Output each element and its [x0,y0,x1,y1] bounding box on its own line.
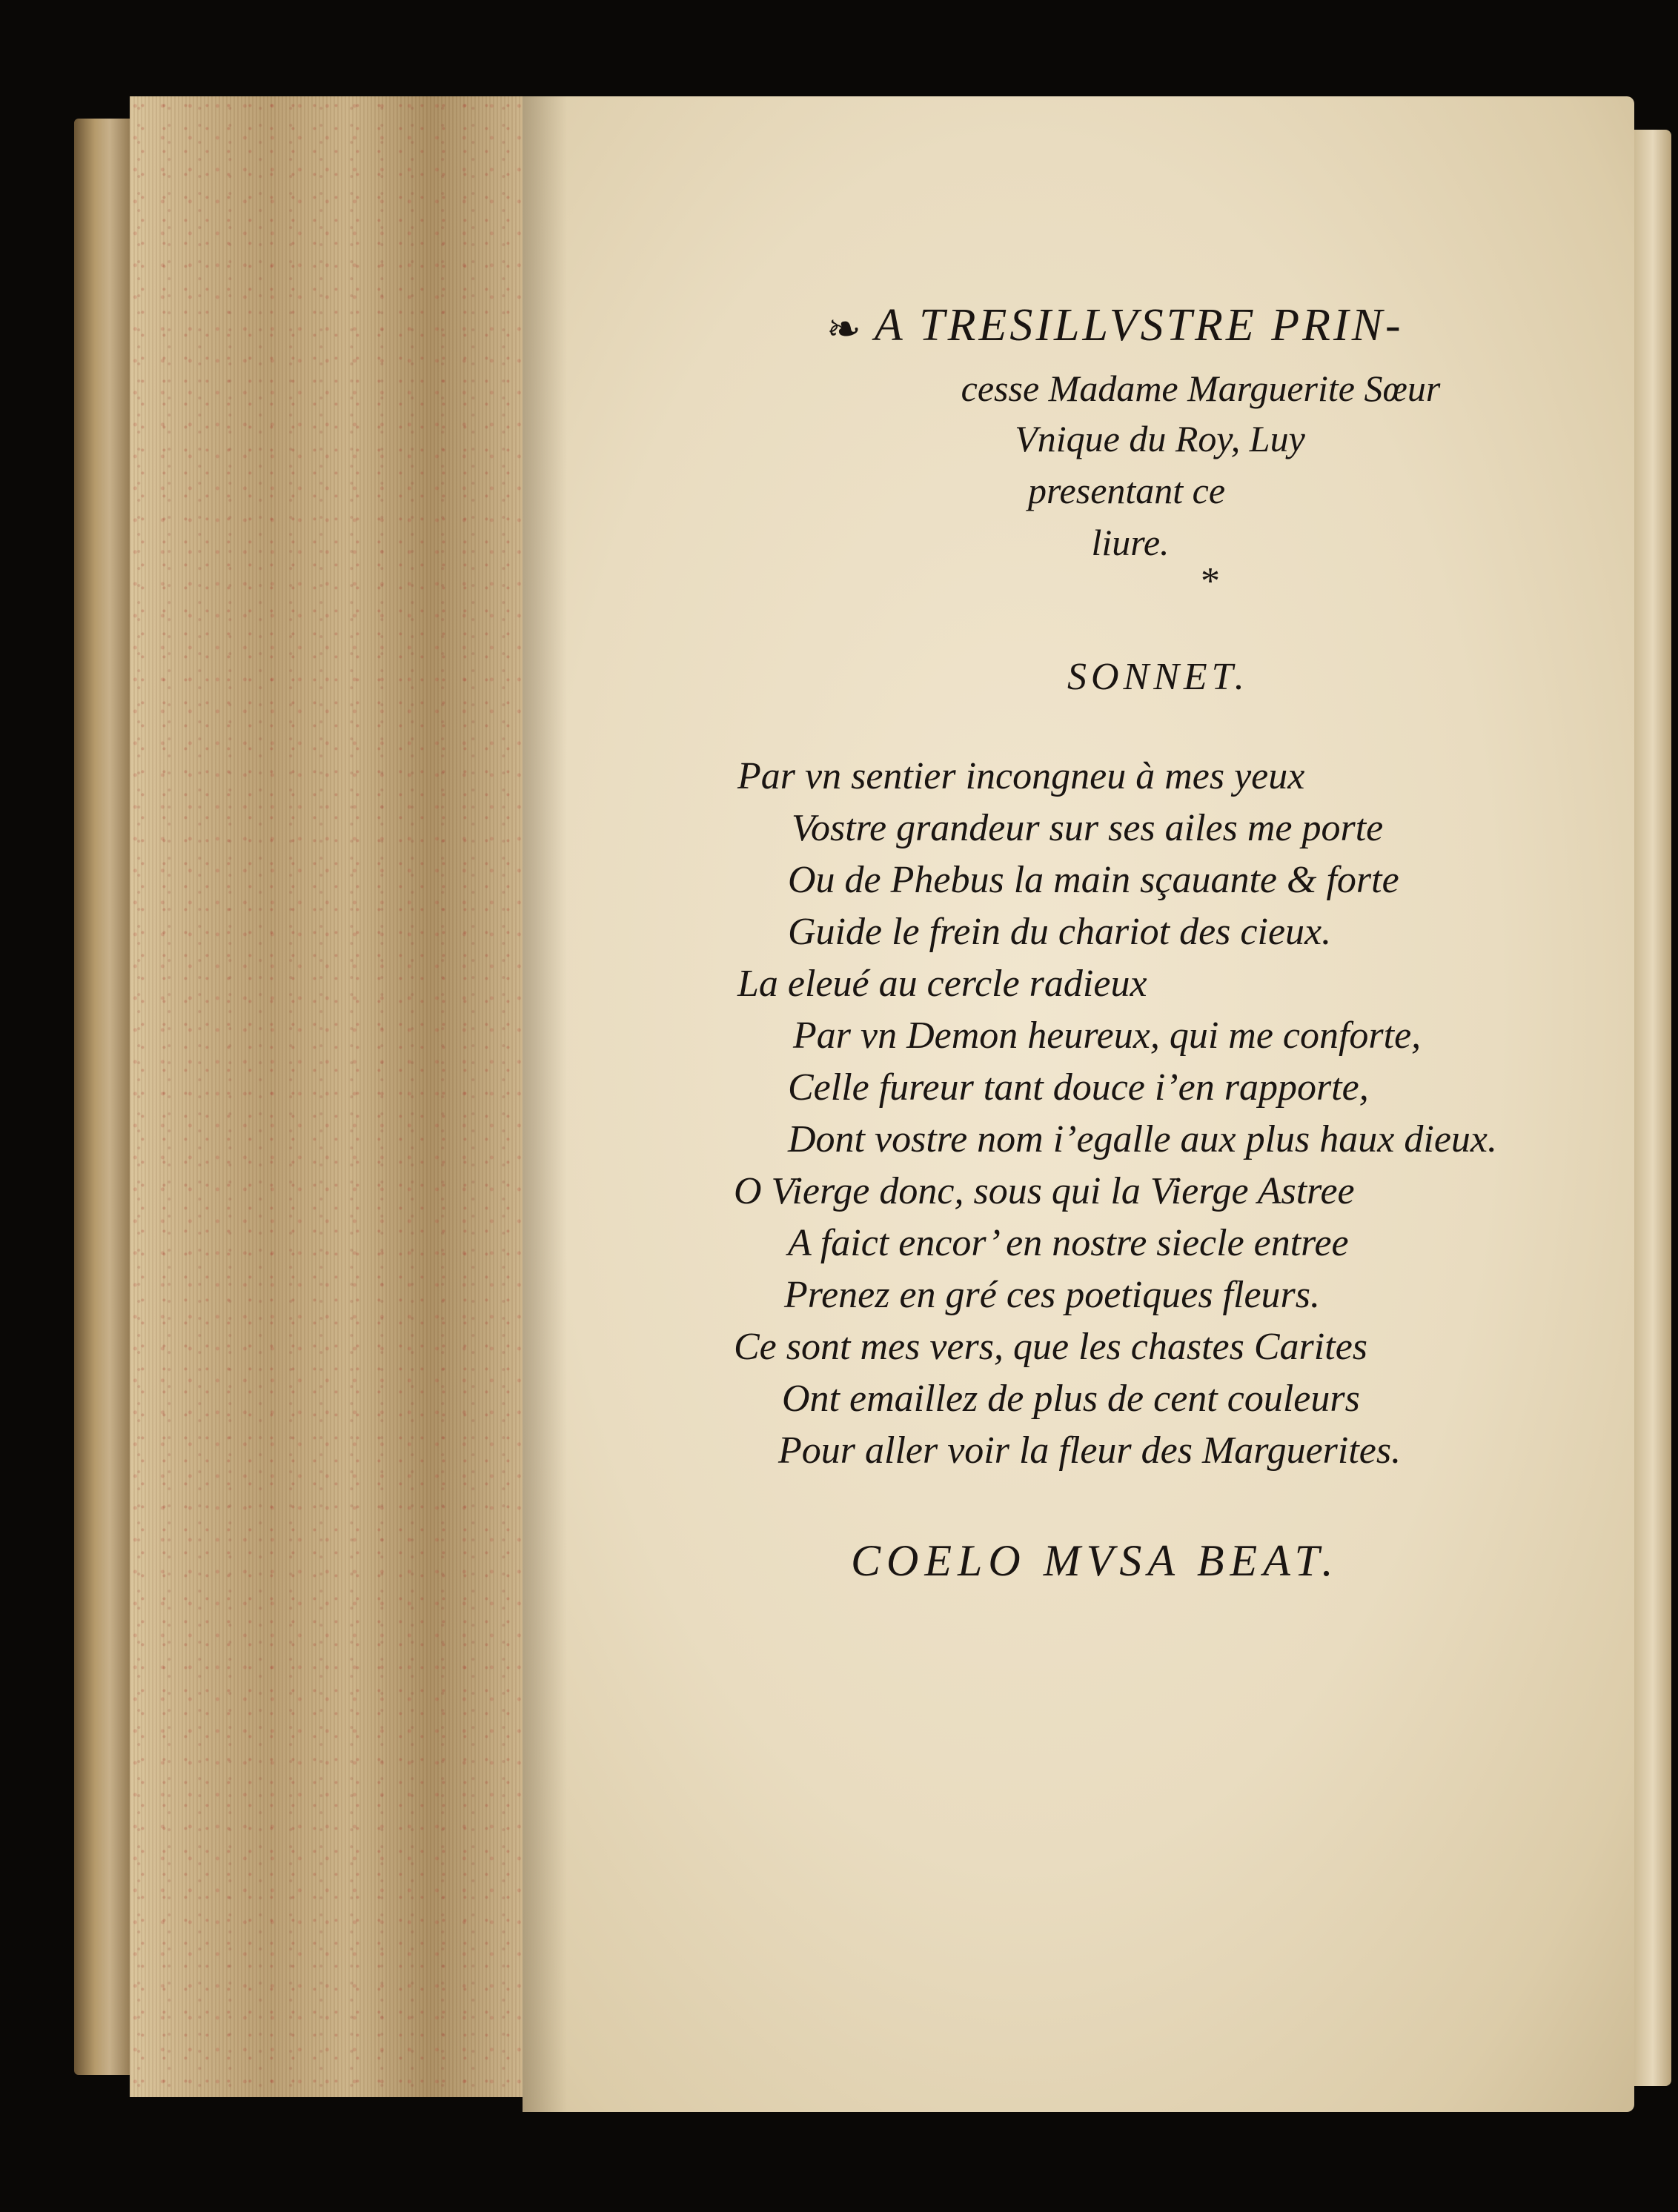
heading-line-5: liure. [1091,522,1170,563]
asterisk-ornament: * [1201,560,1220,602]
verse-line-5: La eleué au cercle radieux [737,963,1147,1005]
dedication-heading [826,300,1642,353]
verse-line-2: Vostre grandeur sur ses ailes me porte [792,807,1384,849]
gutter-shadow [523,96,567,2112]
heading-line-2: cesse Madame Marguerite Sœur [961,368,1441,409]
verse-line-7: Celle fureur tant douce i’en rapporte, [788,1066,1369,1109]
fleuron-icon: ❧ [826,307,864,353]
verse-line-1: Par vn sentier incongneu à mes yeux [737,755,1305,797]
sonnet-title: SONNET. [1067,656,1249,698]
verse-line-3: Ou de Phebus la main sçauante & forte [788,859,1399,901]
verse-line-4: Guide le frein du chariot des cieux. [788,911,1332,953]
next-leaf-edge [1634,130,1671,2086]
motto: COELO MVSA BEAT. [851,1536,1339,1585]
verse-line-14: Pour aller voir la fleur des Marguerites. [778,1429,1402,1472]
verse-line-6: Par vn Demon heureux, qui me conforte, [793,1014,1422,1057]
verse-line-9: O Vierge donc, sous qui la Vierge Astree [734,1170,1355,1212]
verse-line-11: Prenez en gré ces poetiques fleurs. [784,1274,1320,1316]
heading-title-text: A TRESILLVSTRE PRIN- [874,300,1404,351]
verse-line-10: A faict encor’ en nostre siecle entree [788,1222,1349,1264]
verse-line-13: Ont emaillez de plus de cent couleurs [782,1378,1360,1420]
heading-line-4: presentant ce [1027,470,1226,511]
heading-line-1 [826,300,1642,353]
book-cover-edge [74,119,133,2075]
page-fore-edge [130,96,530,2097]
verse-line-8: Dont vostre nom i’egalle aux plus haux dieux. [788,1118,1497,1160]
heading-line-3: Vnique du Roy, Luy [1015,418,1305,459]
verse-line-12: Ce sont mes vers, que les chastes Carites [734,1326,1368,1368]
